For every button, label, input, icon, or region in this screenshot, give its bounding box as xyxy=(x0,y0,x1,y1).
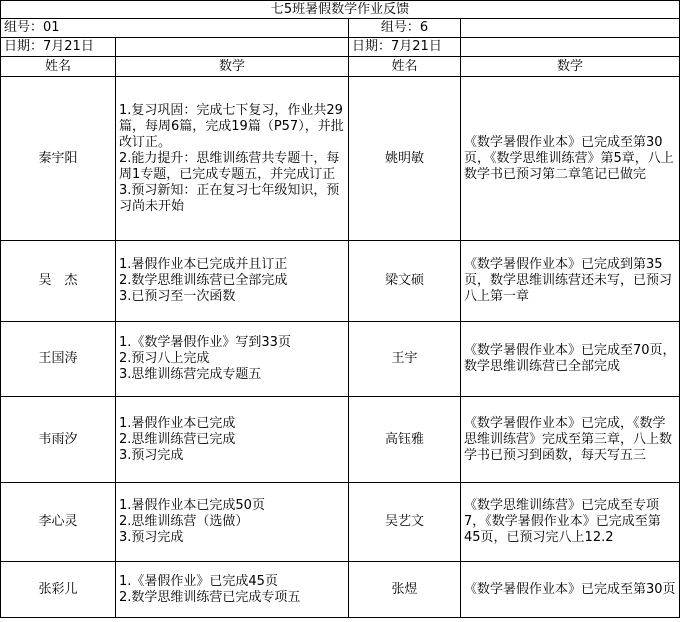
student-name: 张煜 xyxy=(349,562,461,618)
header-name-left: 姓名 xyxy=(1,57,116,77)
table-row xyxy=(1,77,680,241)
empty-cell xyxy=(461,38,680,57)
homework-feedback: 《数学暑假作业本》已完成至第30页，《数学思维训练营》第5章，八上数学书已预习第二章笔记已做完 xyxy=(461,77,680,241)
table-row xyxy=(1,397,680,483)
student-name: 韦雨汐 xyxy=(1,397,116,483)
student-name: 秦宇阳 xyxy=(1,77,116,241)
header-math-right: 数学 xyxy=(461,57,680,77)
homework-feedback: 《数学暑假作业本》已完成到第35页，数学思维训练营还未写，已预习八上第一章 xyxy=(461,241,680,322)
student-name: 梁文硕 xyxy=(349,241,461,322)
homework-feedback: 1.《数学暑假作业》写到33页 2.预习八上完成 3.思维训练营完成专题五 xyxy=(116,322,349,397)
homework-feedback: 《数学暑假作业本》已完成至70页，数学思维训练营已全部完成 xyxy=(461,322,680,397)
right-group-number: 组号：6 xyxy=(349,19,461,38)
right-date: 日期：7月21日 xyxy=(349,38,461,57)
homework-feedback: 《数学暑假作业本》已完成，《数学思维训练营》完成至第三章，八上数学书已预习到函数，每天写五三 xyxy=(461,397,680,483)
homework-feedback: 1.暑假作业本已完成并且订正 2.数学思维训练营已全部完成 3.已预习至一次函数 xyxy=(116,241,349,322)
table-row xyxy=(1,562,680,618)
table-row xyxy=(1,241,680,322)
student-name: 姚明敏 xyxy=(349,77,461,241)
homework-feedback: 《数学暑假作业本》已完成至第30页 xyxy=(461,562,680,618)
student-name: 王国涛 xyxy=(1,322,116,397)
header-name-right: 姓名 xyxy=(349,57,461,77)
empty-cell xyxy=(116,38,349,57)
student-name: 王宇 xyxy=(349,322,461,397)
left-group-number: 组号：01 xyxy=(1,19,349,38)
homework-feedback: 《数学思维训练营》已完成至专项7，《数学暑假作业本》已完成至第45页，已预习完八上12.2 xyxy=(461,483,680,562)
homework-feedback: 1.复习巩固：完成七下复习，作业共29篇，每周6篇，完成19篇（P57），并批改订正。 2.能力提升：思维训练营共专题十，每周1专题，已完成专题五，并完成订正 3.预习新知：正在复习七年级知识，预习尚未开始 xyxy=(116,77,349,241)
sheet-title: 七5班暑假数学作业反馈 xyxy=(1,1,680,19)
student-name: 吴艺文 xyxy=(349,483,461,562)
left-date: 日期：7月21日 xyxy=(1,38,116,57)
header-math-left: 数学 xyxy=(116,57,349,77)
table-row xyxy=(1,322,680,397)
homework-feedback: 1.暑假作业本已完成50页 2.思维训练营（选做） 3.预习完成 xyxy=(116,483,349,562)
homework-feedback: 1.暑假作业本已完成 2.思维训练营已完成 3.预习完成 xyxy=(116,397,349,483)
student-name: 吴 杰 xyxy=(1,241,116,322)
student-name: 高钰雅 xyxy=(349,397,461,483)
table-row xyxy=(1,483,680,562)
empty-cell xyxy=(461,19,680,38)
student-name: 李心灵 xyxy=(1,483,116,562)
homework-feedback: 1.《暑假作业》已完成45页 2.数学思维训练营已完成专项五 xyxy=(116,562,349,618)
student-name: 张彩儿 xyxy=(1,562,116,618)
